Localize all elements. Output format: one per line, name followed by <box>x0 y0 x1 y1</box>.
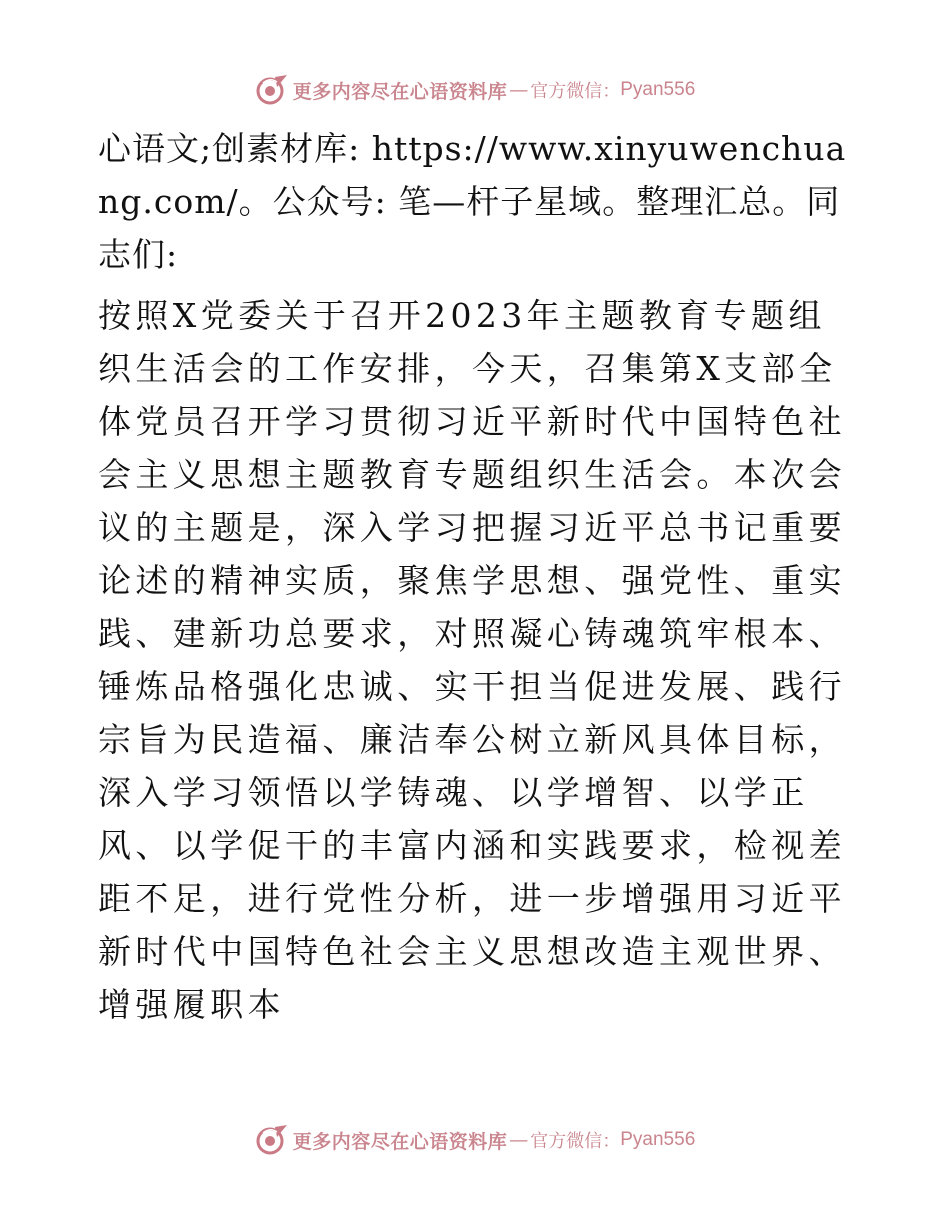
footer-watermark-banner <box>0 1120 950 1160</box>
brush-logo-icon <box>255 1123 289 1157</box>
banner-wechat-id: Pyan556 <box>620 1129 696 1150</box>
document-body <box>98 122 854 1031</box>
banner-main-text: 更多内容尽在心语资料库 <box>292 80 508 103</box>
banner-wechat-id: Pyan556 <box>620 79 696 100</box>
banner-separator: — <box>509 1129 529 1151</box>
header-watermark-banner <box>0 70 950 110</box>
main-paragraph: 按照X党委关于召开2023年主题教育专题组织生活会的工作安排，今天，召集第X支部全体党员召开学习贯彻习近平新时代中国特色社会主义思想主题教育专题组织生活会。本次会议的主题是，深入学习把握习近平总书记重要论述的精神实质，聚焦学思想、强党性、重实践、建新功总要求，对照凝心铸魂筑牢根本、锤炼品格强化忠诚、实干担当促进发展、践行宗旨为民造福、廉洁奉公树立新风具体目标，深入学习领悟以学铸魂、以学增智、以学正风、以学促干的丰富内涵和实践要求，检视差距不足，进行党性分析，进一步增强用习近平新时代中国特色社会主义思想改造主观世界、增强履职本 <box>98 296 846 1024</box>
banner-wechat-label: 官方微信： <box>530 1131 621 1152</box>
intro-paragraph: 心语文;创素材库: https://www.xinyuwenchuang.com/。公众号: 笔—杆子星域。整理汇总。同志们: <box>98 129 847 274</box>
banner-wechat-label: 官方微信： <box>530 81 621 102</box>
banner-separator: — <box>509 79 529 101</box>
banner-main-text: 更多内容尽在心语资料库 <box>292 1130 508 1153</box>
brush-logo-icon <box>255 73 289 107</box>
